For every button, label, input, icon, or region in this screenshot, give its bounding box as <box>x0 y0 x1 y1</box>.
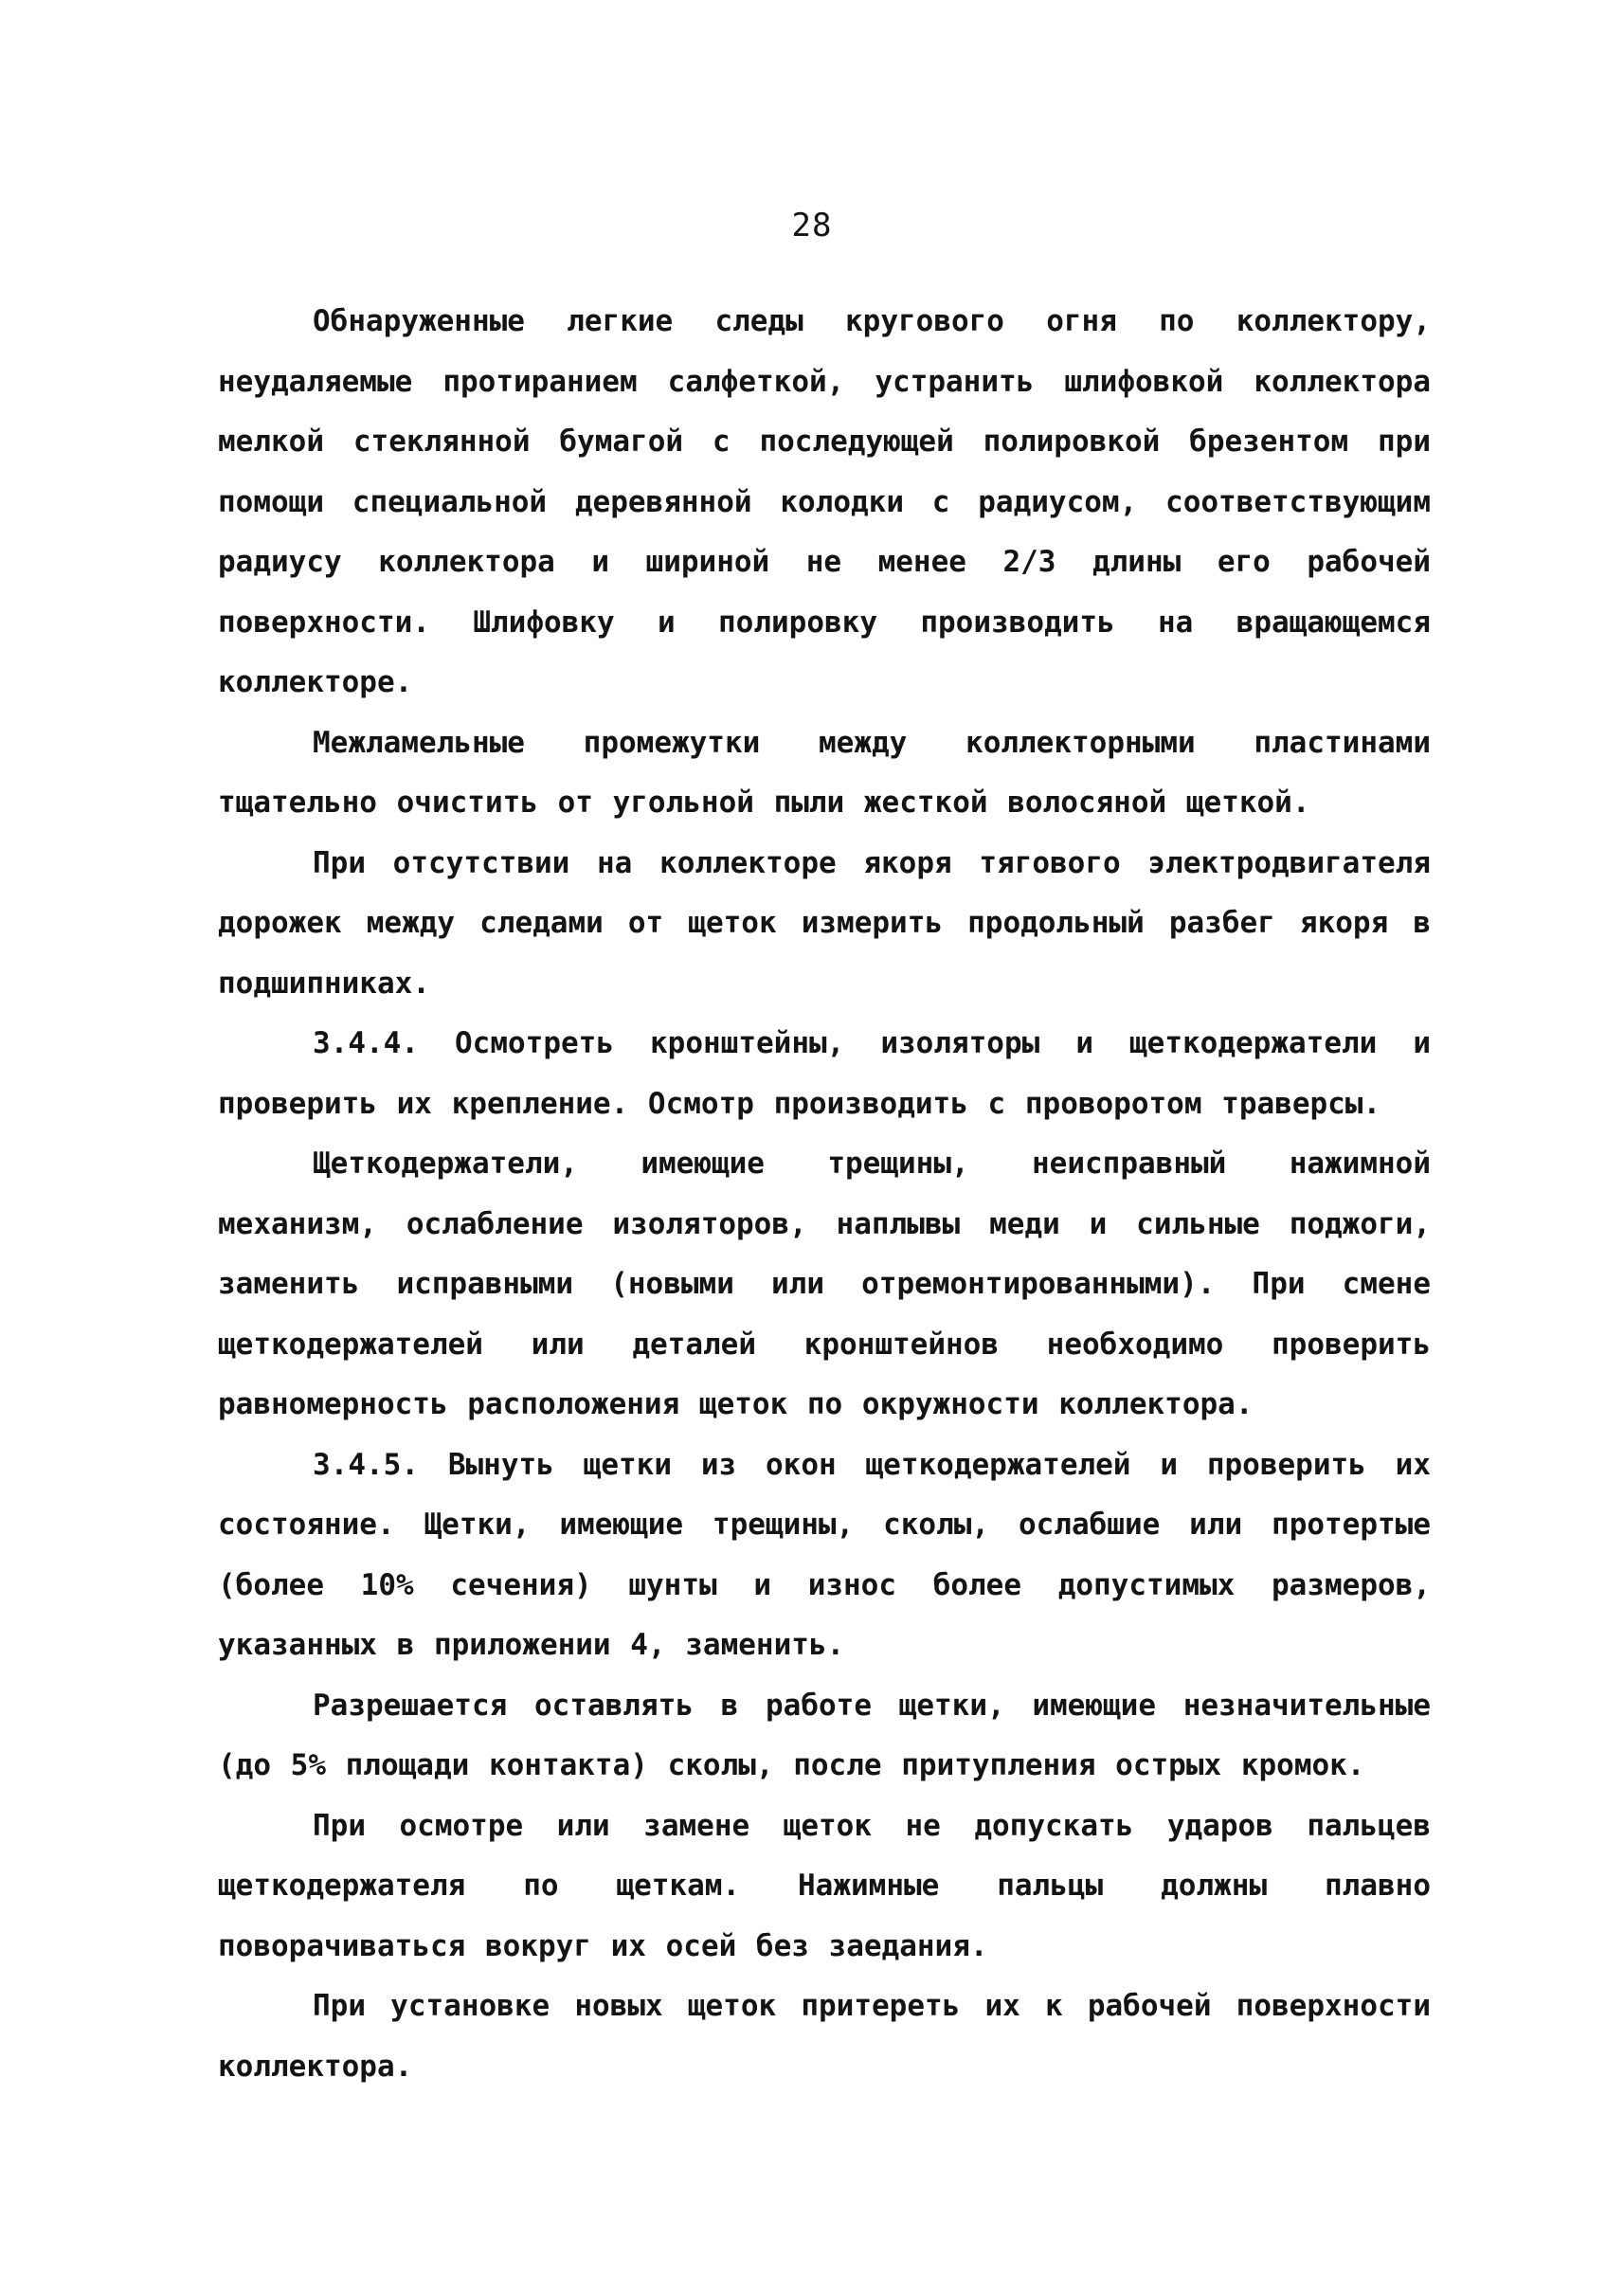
paragraph-interlamellar-cleaning: Межламельные промежутки между коллекторными пластинами тщательно очистить от угольной пыли жесткой волосяной щеткой. <box>218 725 1431 820</box>
paragraph-brush-chips-allowed: Разрешается оставлять в работе щетки, имеющие незначительные (до 5% площади контакта) сколы, после притупления острых кромок. <box>218 1688 1431 1782</box>
paragraph-new-brush-fitting: При установке новых щеток притереть их к рабочей поверхности коллектора. <box>218 1989 1431 2084</box>
paragraph-brush-holder-replacement: Щеткодержатели, имеющие трещины, неисправный нажимной механизм, ослабление изоляторов, наплывы меди и сильные поджоги, заменить исправными (новыми или отремонтированными). При смене щеткодержателей или деталей кронштейнов необходимо проверить равномерность расположения щеток по окружности коллектора. <box>218 1147 1431 1421</box>
paragraph-commutator-grinding: Обнаруженные легкие следы кругового огня по коллектору, неудаляемые протиранием салфеткой, устранить шлифовкой коллектора мелкой стеклянной бумагой с последующей полировкой брезентом при помощи специальной деревянной колодки с радиусом, соответствующим радиусу коллектора и шириной не менее 2/3 длины его рабочей поверхности. Шлифовку и полировку производить на вращающемся коллекторе. <box>218 304 1431 699</box>
paragraph-armature-endplay: При отсутствии на коллекторе якоря тягового электродвигателя дорожек между следами от щеток измерить продольный разбег якоря в подшипниках. <box>218 845 1431 1001</box>
paragraph-brush-handling: При осмотре или замене щеток не допускать ударов пальцев щеткодержателя по щеткам. Нажимные пальцы должны плавно поворачиваться вокруг их осей без заедания. <box>218 1808 1431 1963</box>
page-number: 28 <box>791 207 833 244</box>
paragraph-section-3-4-5: 3.4.5. Вынуть щетки из окон щеткодержателей и проверить их состояние. Щетки, имеющие трещины, сколы, ослабшие или протертые (более 10% сечения) шунты и износ более допустимых размеров, указанных в приложении 4, заменить. <box>218 1447 1431 1662</box>
body-text <box>218 292 1431 2097</box>
paragraph-section-3-4-4: 3.4.4. Осмотреть кронштейны, изоляторы и щеткодержатели и проверить их крепление. Осмотр производить с проворотом траверсы. <box>218 1026 1431 1121</box>
